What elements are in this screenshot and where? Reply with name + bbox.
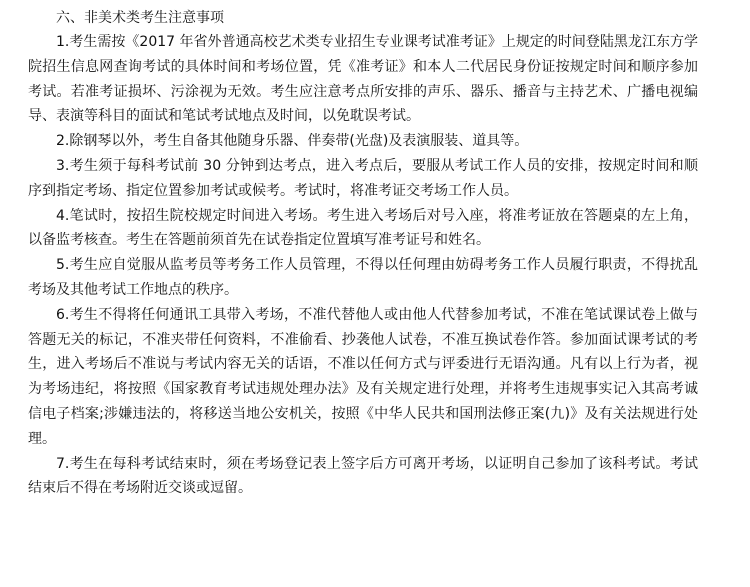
notice-item-2: 2.除钢琴以外，考生自备其他随身乐器、伴奏带(光盘)及表演服装、道具等。 bbox=[56, 133, 529, 150]
notice-item-5: 5.考生应自觉服从监考员等考务工作人员管理，不得以任何理由妨碍考务工作人员履行职责，不得扰乱考场及其他考试工作地点的秩序。 bbox=[28, 257, 698, 298]
notice-item-7: 7.考生在每科考试结束时，须在考场登记表上签字后方可离开考场，以证明自己参加了该科考试。考试结束后不得在考场附近交谈或逗留。 bbox=[28, 455, 698, 497]
notice-item-4: 4.笔试时，按招生院校规定时间进入考场。考生进入考场后对号入座，将准考证放在答题桌的左上角，以备监考核查。考生在答题前须首先在试卷指定位置填写准考证号和姓名。 bbox=[28, 207, 698, 249]
section-heading: 六、非美术类考生注意事项 bbox=[56, 10, 224, 26]
notice-item-6: 6.考生不得将任何通讯工具带入考场，不准代替他人或由他人代替参加考试，不准在笔试课试卷上做与答题无关的标记，不准夹带任何资料，不准偷看、抄袭他人试卷，不准互换试卷作答。参加面试课考试的考生，进入考场后不准说与考试内容无关的话语，不准以任何方式与评委进行无语沟通。凡有以上行为者，视为考场违纪，将按照《国家教育考试违规处理办法》及有关规定进行处理，并将考生违规事实记入其高考诚信电子档案;涉嫌违法的，将移送当地公安机关，按照《中华人民共和国刑法修正案(九)》及有关法规进行处理。 bbox=[28, 306, 698, 447]
notice-item-3: 3.考生须于每科考试前 30 分钟到达考点，进入考点后，要服从考试工作人员的安排，按规定时间和顺序到指定考场、指定位置参加考试或候考。考试时，将准考证交考场工作人员。 bbox=[28, 157, 698, 199]
notice-item-1: 1.考生需按《2017 年省外普通高校艺术类专业招生专业课考试准考证》上规定的时间登陆黑龙江东方学院招生信息网查询考试的具体时间和考场位置，凭《准考证》和本人二代居民身份证按规定时间和顺序参加考试。若准考证损坏、污涂视为无效。考生应注意考点所安排的声乐、器乐、播音与主持艺术、广播电视编导、表演等科目的面试和笔试考试地点及时间，以免耽误考试。 bbox=[28, 34, 698, 125]
